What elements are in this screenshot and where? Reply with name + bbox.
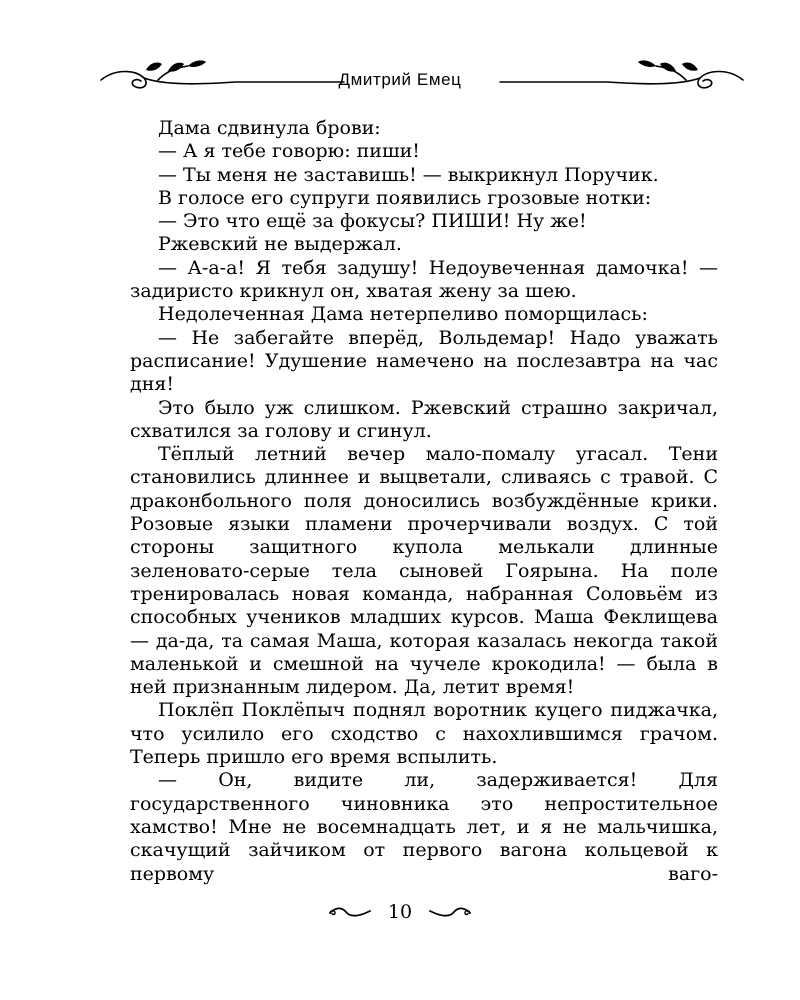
running-header-author: Дмитрий Емец (338, 70, 462, 89)
page-footer (0, 900, 800, 926)
paragraph: Это было уж слишком. Ржевский страшно закричал, схватился за голову и сгинул. (130, 396, 718, 442)
paragraph: Ржевский не выдержал. (158, 233, 402, 256)
page-body (130, 117, 718, 886)
page-number: 10 (387, 901, 413, 923)
paragraph: — Он, видите ли, задерживается! Для государственного чиновника это непростительное хамство! Мне не восемнадцать лет, и я не мальчишка, скачущий зайчиком от первого вагона кольцевой к первому ваго- (130, 769, 718, 885)
paragraph: Тёплый летний вечер мало-помалу угасал. Тени становились длиннее и выцветали, сливаясь с травой. С драконбольного поля доносились возбуждённые крики. Розовые языки пламени прочерчивали воздух. С той стороны защитного купола мелькали длинные зеленовато-серые тела сыновей Гоярына. На поле тренировалась новая команда, набранная Соловьём из способных учеников младших курсов. Маша Феклищева — да-да, та самая Маша, которая казалась некогда такой маленькой и смешной на чучеле крокодила! — была в ней признанным лидером. Да, летит время! (130, 443, 718, 699)
footer-right-scroll-icon (428, 905, 472, 919)
paragraph: — А я тебе говорю: пиши! (158, 140, 420, 163)
paragraph: — Не забегайте вперёд, Вольдемар! Надо уважать расписание! Удушение намечено на послезавтра на час дня! (130, 326, 718, 396)
footer-left-scroll-icon (328, 905, 372, 919)
paragraph: Недолеченная Дама нетерпеливо поморщилась: (158, 303, 648, 326)
paragraph: — Ты меня не заставишь! — выкрикнул Поручик. (158, 163, 659, 186)
paragraph: — А-а-а! Я тебя задушу! Недоувеченная дамочка! — задиристо крикнул он, хватая жену за шею. (130, 256, 718, 303)
paragraph: Дама сдвинула брови: (158, 117, 381, 139)
paragraph: Поклёп Поклёпыч поднял воротник куцего пиджачка, что усилило его сходство с нахохлившимся грачом. Теперь пришло его время вспылить. (130, 699, 718, 769)
paragraph: В голосе его супруги появились грозовые нотки: (158, 186, 652, 209)
paragraph: — Это что ещё за фокусы? ПИШИ! Ну же! (158, 210, 587, 233)
